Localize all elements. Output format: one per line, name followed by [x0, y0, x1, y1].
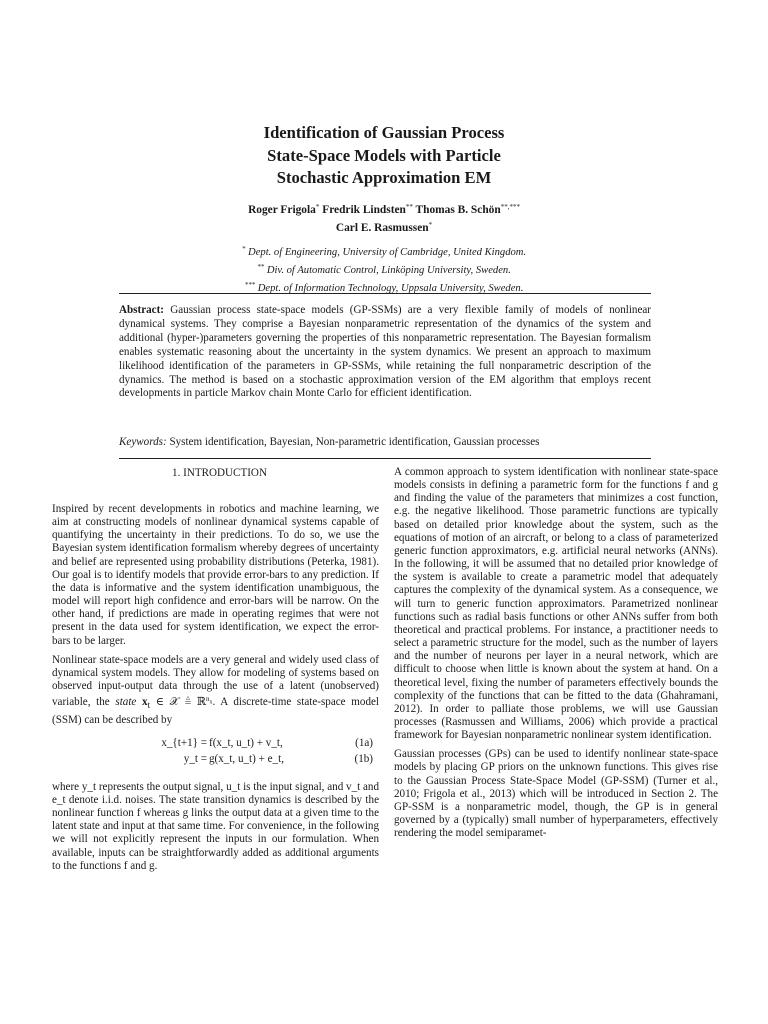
- paragraph: Gaussian processes (GPs) can be used to identify nonlinear state-space models by placing GP priors on the unknown functions. This gives rise to the Gaussian Process State-Space Model (GP-SSM) (Turner et al., 2010; Frigola et al., 2013) which will be introduced in Section 2. The GP-SSM is a nonparametric model, though, the GP is in general governed by a (typically) small number of hyperparameters, effectively rendering the model semiparamet-: [394, 748, 718, 840]
- inline-math: [142, 695, 213, 712]
- right-column: [394, 466, 718, 840]
- paragraph: [52, 654, 379, 727]
- affiliation: [0, 260, 768, 278]
- math-symbol: x: [142, 696, 148, 709]
- affiliation-text: Dept. of Engineering, University of Cambridge, United Kingdom.: [248, 247, 527, 258]
- affiliation-mark: *: [315, 203, 320, 211]
- left-column: [52, 466, 379, 873]
- author-line: [0, 200, 768, 218]
- paper-title: [0, 122, 768, 190]
- affiliation-mark: **: [405, 203, 413, 211]
- affiliation-mark: *: [428, 220, 433, 229]
- paragraph-text: . A discrete-time state-space model (SSM) can be described by: [52, 696, 379, 726]
- affiliation-text: Div. of Automatic Control, Linköping University, Sweden.: [266, 265, 511, 276]
- math-text: ∈ 𝒳 ≜ ℝ: [150, 696, 207, 709]
- affiliation-text: Dept. of Information Technology, Uppsala University, Sweden.: [257, 283, 524, 294]
- paragraph-text: Nonlinear state-space models are a very general and widely used class of dynamical system models. They allow for modeling of systems based on observed input-output data through the use of a latent (unobserved) variable, the: [52, 653, 379, 709]
- abstract: [119, 304, 651, 401]
- affiliation-list: [0, 242, 768, 296]
- paragraph: Inspired by recent developments in robotics and machine learning, we aim at constructing models of nonlinear dynamical systems capable of quantifying the uncertainty in their predictions. To do so, we use the Bayesian system identification formalism whereby degrees of uncertainty and belief are represented using probability distributions (Peterka, 1981). Our goal is to identify models that provide error-bars to any prediction. If the data is informative and the system identification unambiguous, the model will report high confidence and error-bars will be narrow. On the other hand, if predictions are made in operating regimes that were not present in the data used for system identification, we expect the error-bars to be larger.: [52, 503, 379, 647]
- keywords: [119, 436, 651, 450]
- abstract-text: Gaussian process state-space models (GP-SSMs) are a very flexible family of models of nonlinear dynamical systems. They comprise a Bayesian nonparametric representation of the dynamics of the system and additional (hyper-)parameters governing the properties of this nonparametric representation. The Bayesian formalism enables systematic reasoning about the uncertainty in the system dynamics. We present an approach to maximum likelihood identification of the parameters in GP-SSMs, while retaining the full nonparametric description of the dynamics. The method is based on a stochastic approximation version of the EM algorithm that employs recent developments in particle Markov chain Monte Carlo for efficient identification.: [119, 304, 651, 400]
- math-subscript: t: [147, 701, 151, 712]
- title-line: State-Space Models with Particle: [267, 145, 501, 165]
- abstract-top-rule: [119, 293, 651, 294]
- author-name: Thomas B. Schön: [415, 204, 501, 216]
- author-list: [0, 200, 768, 235]
- math-superscript: n: [206, 695, 210, 704]
- equation-rhs: f(x_t, u_t) + v_t,: [209, 736, 283, 749]
- abstract-bottom-rule: [119, 458, 651, 459]
- equation-lhs: y_t =: [183, 752, 207, 765]
- affiliation: [0, 242, 768, 260]
- affiliation-mark: **: [257, 263, 265, 271]
- equation-number: (1a): [355, 736, 373, 749]
- paragraph: A common approach to system identification with nonlinear state-space models consists in defining a parametric form for the functions f and g and finding the value of the parameters that minimizes a cost function, e.g. the negative likelihood. Those parametric functions are typically based on detailed prior knowledge about the system, such as the equations of motion of an aircraft, or belong to a class of parameterized generic function approximators, e.g. artificial neural networks (ANNs). In the following, it will be assumed that no detailed prior knowledge of the system is available to create a parametric model that adequately captures the complexity of the dynamical system. As a consequence, we will turn to generic function approximators. Parametrized nonlinear functions such as radial basis functions or other ANNs suffer from both theoretical and practical problems. For instance, a practitioner needs to select a parametric structure for the model, such as the number of layers and the number of neurons per layer in a neural network, which are difficult to choose when little is known about the system at hand. On a theoretical level, fixing the number of parameters effectively bounds the complexity of the functions that can be fitted to the data (Ghahramani, 2012). In order to palliate those problems, we will use Gaussian processes (Rasmussen and Williams, 2006) which provide a practical framework for Bayesian nonparametric nonlinear system identification.: [394, 466, 718, 742]
- affiliation-mark: **,***: [500, 203, 520, 211]
- keywords-text: System identification, Bayesian, Non-parametric identification, Gaussian processes: [169, 436, 540, 448]
- equation-rhs: g(x_t, u_t) + e_t,: [209, 752, 284, 765]
- title-line: Stochastic Approximation EM: [276, 168, 492, 187]
- author-name: Fredrik Lindsten: [322, 204, 406, 216]
- equation-lhs: x_{t+1} =: [161, 736, 207, 749]
- math-subscript: x: [209, 699, 213, 706]
- keywords-label: Keywords:: [119, 436, 167, 448]
- emphasis: state: [115, 696, 137, 709]
- author-line: [0, 218, 768, 236]
- author-name: Roger Frigola: [248, 204, 316, 216]
- equation: [52, 735, 379, 751]
- author-name: Carl E. Rasmussen: [335, 221, 429, 234]
- equation: [52, 751, 379, 767]
- affiliation-mark: *: [241, 245, 246, 253]
- affiliation-mark: ***: [244, 281, 256, 289]
- section-heading: 1. INTRODUCTION: [172, 467, 267, 479]
- equation-number: (1b): [354, 752, 373, 765]
- paragraph: where y_t represents the output signal, u_t is the input signal, and v_t and e_t denote i.i.d. noises. The state transition dynamics is described by the nonlinear function f whereas g links the output data at a given time to the latent state and input at that same time. For convenience, in the following we will not explicitly represent the inputs in our formulation. When available, inputs can be straightforwardly added as additional arguments to the functions f and g.: [52, 780, 379, 872]
- abstract-label: Abstract:: [119, 304, 164, 316]
- title-line: Identification of Gaussian Process: [263, 123, 505, 142]
